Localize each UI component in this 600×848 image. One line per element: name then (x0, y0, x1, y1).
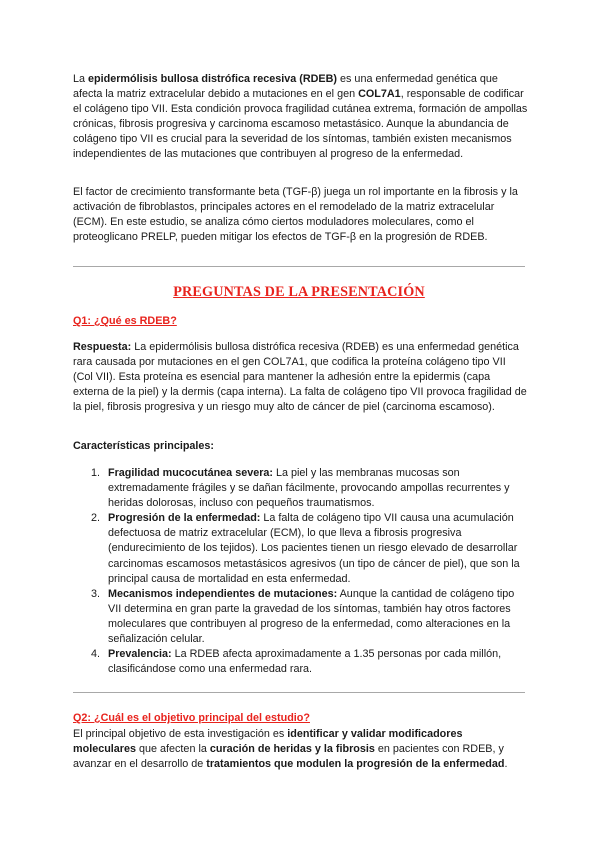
list-item: 2. Progresión de la enfermedad: La falta de colágeno tipo VII causa una acumulación defectuosa de matriz extracelular (ECM), lo que lleva a fibrosis progresiva (endurecimiento de los tejidos). Los pacientes tienen un riesgo elevado de desarrollar carcinomas escamosos metastásicos agresivos (un tipo de cáncer de piel), que son la principal causa de mortalidad en esta enfermedad. (91, 512, 520, 585)
q2-answer: El principal objetivo de esta investigación es identificar y validar modificadores moleculares que afecten la curación de heridas y la fibrosis en pacientes con RDEB, y avanzar en el desarrollo de tratamientos que modulen la progresión de la enfermedad. (73, 728, 508, 771)
divider (73, 692, 525, 693)
list-item: 4. Prevalencia: La RDEB afecta aproximadamente a 1.35 personas por cada millón, clasificándose como una enfermedad rara. (91, 648, 502, 676)
q1-heading: Q1: ¿Qué es RDEB? (73, 315, 177, 327)
list-item: 1. Fragilidad mucocutánea severa: La piel y las membranas mucosas son extremadamente frágiles y se dañan fácilmente, provocando ampollas recurrentes y heridas dolorosas, incluso con pequeños traumatismos. (91, 467, 510, 510)
intro-paragraph-1: La epidermólisis bullosa distrófica recesiva (RDEB) es una enfermedad genética que afecta la matriz extracelular debido a mutaciones en el gen COL7A1, responsable de codificar el colágeno tipo VII. Esta condición provoca fragilidad cutánea extrema, formación de ampollas crónicas, fibrosis progresiva y carcinoma escamoso metastásico. Aunque la abundancia de colágeno tipo VII es crucial para la severidad de los síntomas, también existen mecanismos independientes de las mutaciones que contribuyen al progreso de la enfermedad. (73, 73, 528, 161)
intro-paragraph-2: El factor de crecimiento transformante beta (TGF-β) juega un rol importante en la fibrosis y la activación de fibroblastos, principales actores en el remodelado de la matriz extracelular (ECM). En este estudio, se analiza cómo ciertos moduladores moleculares, como el proteoglicano PRELP, pueden mitigar los efectos de TGF-β en la progresión de RDEB. (73, 186, 518, 244)
divider (73, 266, 525, 267)
section-title: PREGUNTAS DE LA PRESENTACIÓN (173, 284, 425, 300)
features-heading: Características principales: (73, 440, 215, 452)
list-item: 3. Mecanismos independientes de mutaciones: Aunque la cantidad de colágeno tipo VII determina en gran parte la gravedad de los síntomas, también hay otros factores moleculares que contribuyen al progreso de la enfermedad, como alteraciones en la señalización celular. (91, 587, 515, 646)
q2-heading: Q2: ¿Cuál es el objetivo principal del estudio? (73, 712, 310, 724)
features-list (73, 466, 528, 677)
q1-answer: Respuesta: La epidermólisis bullosa distrófica recesiva (RDEB) es una enfermedad genética rara causada por mutaciones en el gen COL7A1, que codifica la proteína colágeno tipo VII (Col VII). Esta proteína es esencial para mantener la adhesión entre la epidermis (capa externa de la piel) y la dermis (capa interna). La falta de colágeno tipo VII provoca fragilidad de la piel, fibrosis progresiva y un riesgo muy alto de cáncer de piel (carcinoma escamoso). (73, 341, 527, 414)
